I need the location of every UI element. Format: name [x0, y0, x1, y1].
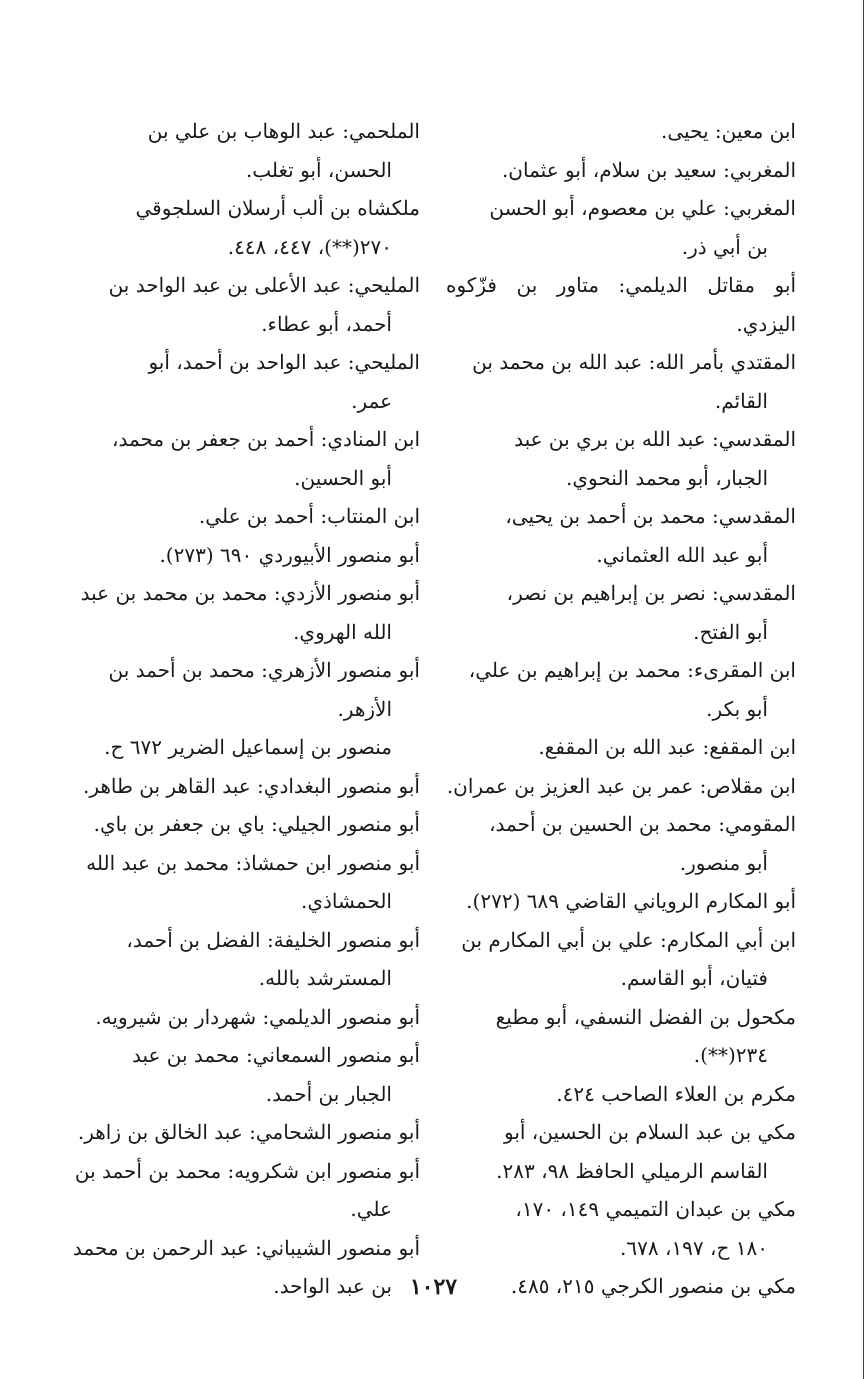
index-entry — [70, 497, 420, 536]
entry-text: المغربي: سعيد بن سلام، أبو عثمان. — [501, 157, 796, 182]
entry-text: أبو منصور الخليفة: الفضل بن أحمد، — [126, 927, 420, 952]
entry-continuation: الله الهروي. — [293, 619, 392, 644]
page-edge-line — [863, 0, 864, 1379]
entry-text: الملحمي: عبد الوهاب بن علي بن — [147, 119, 420, 143]
index-entry — [446, 112, 796, 151]
entry-continuation: أبو الحسين. — [294, 465, 392, 490]
index-entry — [446, 882, 796, 921]
entry-text: مكرم بن العلاء الصاحب ٤٢٤. — [556, 1081, 796, 1106]
index-entry — [446, 574, 796, 651]
entry-continuation: الجبار، أبو محمد النحوي. — [566, 465, 768, 490]
index-entry — [446, 497, 796, 574]
index-column-right — [446, 112, 796, 1306]
entry-text: ملكشاه بن ألب أرسلان السلجوقي — [135, 196, 420, 220]
index-entry — [446, 1075, 796, 1114]
index-entry — [446, 767, 796, 806]
entry-text: المقومي: محمد بن الحسين بن أحمد، — [489, 812, 796, 836]
entry-continuation: بن أبي ذر. — [681, 234, 768, 259]
index-entry — [446, 728, 796, 767]
entry-continuation: ٢٣٤(**). — [693, 1043, 768, 1067]
index-entry — [446, 189, 796, 266]
entry-text: أبو منصور الأبيوردي ٦٩٠ (٢٧٣). — [159, 542, 420, 567]
entry-text: ابن معين: يحيى. — [661, 119, 796, 143]
entry-text: المقدسي: محمد بن أحمد بن يحيى، — [505, 504, 796, 528]
index-entry — [70, 574, 420, 651]
entry-continuation: القائم. — [714, 388, 768, 413]
entry-text: المغربي: علي بن معصوم، أبو الحسن — [489, 196, 796, 220]
entry-text: المليحي: عبد الواحد بن أحمد، أبو — [148, 350, 420, 374]
entry-text: مكي بن عبد السلام بن الحسين، أبو — [503, 1120, 796, 1144]
entry-text: مكي بن منصور الكرجي ٢١٥، ٤٨٥. — [510, 1274, 796, 1298]
index-entry — [70, 536, 420, 575]
index-entry — [70, 189, 420, 266]
entry-text: المقدسي: عبد الله بن بري بن عبد — [514, 427, 796, 451]
entry-continuation: الجبار بن أحمد. — [265, 1081, 392, 1106]
entry-text: ابن المنادي: أحمد بن جعفر بن محمد، — [112, 427, 420, 451]
entry-continuation: أبو بكر. — [706, 696, 768, 721]
entry-text: ابن أبي المكارم: علي بن أبي المكارم بن — [461, 927, 796, 952]
index-entry — [70, 767, 420, 806]
entry-text: أبو منصور السمعاني: محمد بن عبد — [131, 1043, 420, 1067]
index-entry — [446, 420, 796, 497]
entry-continuation: الحمشاذي. — [301, 889, 392, 913]
entry-text: أبو منصور البغدادي: عبد القاهر بن طاهر. — [82, 773, 420, 798]
entry-continuation: ٢٧٠(**)، ٤٤٧، ٤٤٨. — [227, 234, 392, 259]
index-entry — [446, 651, 796, 728]
index-entry — [446, 151, 796, 190]
entry-text: ابن المقفع: عبد الله بن المقفع. — [538, 735, 796, 759]
index-entry — [70, 844, 420, 921]
entry-text: أبو منصور الجيلي: باي بن جعفر بن باي. — [93, 812, 420, 836]
page-number: ١٠٢٧ — [409, 1274, 458, 1300]
index-entry — [446, 921, 796, 998]
index-entry — [70, 998, 420, 1037]
entry-continuation: فتيان، أبو القاسم. — [620, 966, 768, 990]
index-entry — [70, 112, 420, 189]
entry-text: مكي بن عبدان التميمي ١٤٩، ١٧٠، — [515, 1197, 796, 1221]
index-entry — [70, 1152, 420, 1229]
entry-continuation: علي. — [350, 1197, 392, 1221]
entry-text: أبو منصور ابن شكرويه: محمد بن أحمد بن — [74, 1158, 420, 1183]
entry-continuation: أبو عبد الله العثماني. — [596, 542, 768, 567]
entry-text: أبو منصور الديلمي: شهردار بن شيرويه. — [95, 1004, 420, 1029]
entry-text: ابن المنتاب: أحمد بن علي. — [198, 504, 420, 528]
entry-text: منصور بن إسماعيل الضرير ٦٧٢ ح. — [104, 735, 392, 759]
index-entry — [446, 998, 796, 1075]
entry-continuation: أبو الفتح. — [693, 619, 768, 644]
index-entry — [70, 266, 420, 343]
entry-continuation: الحسن، أبو تغلب. — [245, 157, 392, 182]
index-entry — [70, 805, 420, 844]
entry-text: ابن مقلاص: عمر بن عبد العزيز بن عمران. — [446, 773, 796, 798]
entry-text: أبو منصور ابن حمشاذ: محمد بن عبد الله — [86, 850, 420, 875]
entry-text: أبو المكارم الروياني القاضي ٦٨٩ (٢٧٢). — [466, 889, 796, 913]
index-entry — [70, 420, 420, 497]
entry-continuation: عمر. — [351, 388, 392, 413]
entry-continuation: المسترشد بالله. — [258, 966, 392, 990]
index-entry — [70, 1036, 420, 1113]
index-entry — [70, 651, 420, 728]
index-entry — [446, 1113, 796, 1190]
entry-text: المقتدي بأمر الله: عبد الله بن محمد بن — [472, 350, 796, 374]
entry-continuation: بن عبد الواحد. — [273, 1274, 392, 1298]
entry-text: أبو منصور الأزهري: محمد بن أحمد بن — [108, 658, 420, 682]
index-entry — [70, 728, 420, 767]
index-entry — [446, 805, 796, 882]
entry-text: المليحي: عبد الأعلى بن عبد الواحد بن — [108, 273, 420, 297]
index-entry — [446, 343, 796, 420]
index-entry — [446, 1190, 796, 1267]
entry-continuation: أحمد، أبو عطاء. — [261, 311, 392, 336]
entry-text: مكحول بن الفضل النسفي، أبو مطيع — [495, 1004, 796, 1029]
entry-continuation: القاسم الرميلي الحافظ ٩٨، ٢٨٣. — [496, 1158, 768, 1183]
entry-text: أبو منصور الأزدي: محمد بن محمد بن عبد — [80, 581, 420, 605]
index-column-left — [70, 112, 420, 1306]
index-entry — [70, 343, 420, 420]
entry-text: أبو منصور الشيباني: عبد الرحمن بن محمد — [72, 1235, 420, 1260]
entry-continuation: ١٨٠ ح، ١٩٧، ٦٧٨. — [620, 1235, 768, 1260]
entry-continuation: أبو منصور. — [679, 850, 768, 875]
entry-text: أبو مقاتل الديلمي: متاور بن فزّكوه اليزدي. — [446, 273, 796, 336]
entry-text: ابن المقرىء: محمد بن إبراهيم بن علي، — [468, 658, 796, 682]
index-entry — [70, 921, 420, 998]
entry-continuation: الأزهر. — [337, 696, 392, 721]
index-entry — [70, 1113, 420, 1152]
index-entry — [446, 266, 796, 343]
entry-text: المقدسي: نصر بن إبراهيم بن نصر، — [506, 581, 796, 605]
entry-text: أبو منصور الشحامي: عبد الخالق بن زاهر. — [77, 1120, 420, 1144]
